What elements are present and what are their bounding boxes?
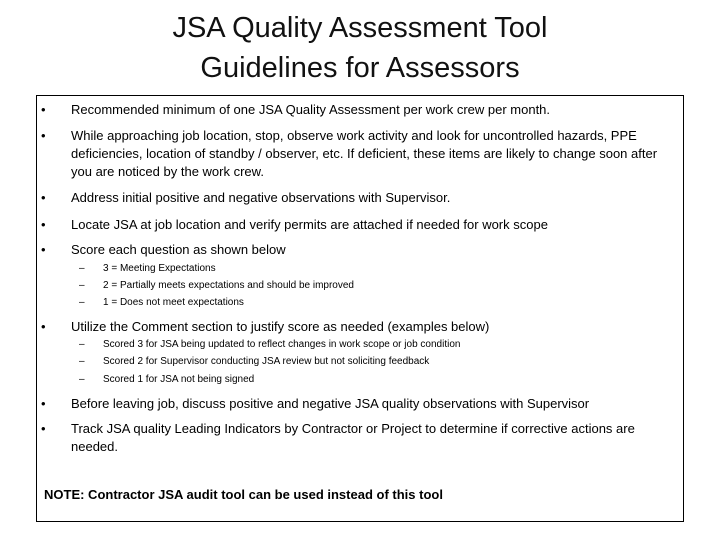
bullet-text: Recommended minimum of one JSA Quality Assessment per work crew per month. — [71, 102, 551, 117]
bullet-text: While approaching job location, stop, observe work activity and look for uncontrolled hazards, PPE deficiencies, location of standby / observer, etc. If deficient, these items are likely to change soon after you are noticed by the work crew. — [71, 128, 658, 179]
bullet-icon: • — [41, 102, 46, 117]
bullet-icon: • — [41, 190, 46, 205]
title-line-1: JSA Quality Assessment Tool — [172, 12, 548, 44]
dash-icon: – — [79, 263, 85, 274]
score-subitem-text: 2 = Partially meets expectations and should be improved — [103, 280, 354, 291]
bullet-text: Track JSA quality Leading Indicators by Contractor or Project to determine if corrective actions are needed. — [71, 421, 635, 454]
bullet-icon: • — [41, 217, 46, 232]
dash-icon: – — [79, 339, 85, 350]
bullet-icon: • — [41, 421, 46, 436]
dash-icon: – — [79, 374, 85, 385]
bullet-icon: • — [41, 396, 46, 411]
bullet-icon: • — [41, 128, 46, 143]
guidelines-box — [36, 95, 684, 522]
bullet-text: Utilize the Comment section to justify score as needed (examples below) — [71, 319, 490, 334]
bullet-text: Locate JSA at job location and verify permits are attached if needed for work scope — [71, 217, 548, 232]
bullet-text: Address initial positive and negative observations with Supervisor. — [71, 190, 451, 205]
score-subitem-text: 3 = Meeting Expectations — [103, 263, 216, 274]
dash-icon: – — [79, 297, 85, 308]
score-subitem-text: 1 = Does not meet expectations — [103, 297, 244, 308]
dash-icon: – — [79, 280, 85, 291]
bullet-text: Score each question as shown below — [71, 242, 286, 257]
comment-subitem-text: Scored 2 for Supervisor conducting JSA review but not soliciting feedback — [103, 356, 430, 367]
dash-icon: – — [79, 356, 85, 367]
note-text: NOTE: Contractor JSA audit tool can be used instead of this tool — [44, 487, 443, 502]
page-title — [0, 8, 720, 88]
bullet-icon: • — [41, 242, 46, 257]
comment-subitem-text: Scored 3 for JSA being updated to reflect changes in work scope or job condition — [103, 339, 461, 350]
comment-subitem-text: Scored 1 for JSA not being signed — [103, 374, 255, 385]
bullet-icon: • — [41, 319, 46, 334]
bullet-text: Before leaving job, discuss positive and negative JSA quality observations with Supervisor — [71, 396, 590, 411]
title-line-2: Guidelines for Assessors — [200, 52, 520, 84]
